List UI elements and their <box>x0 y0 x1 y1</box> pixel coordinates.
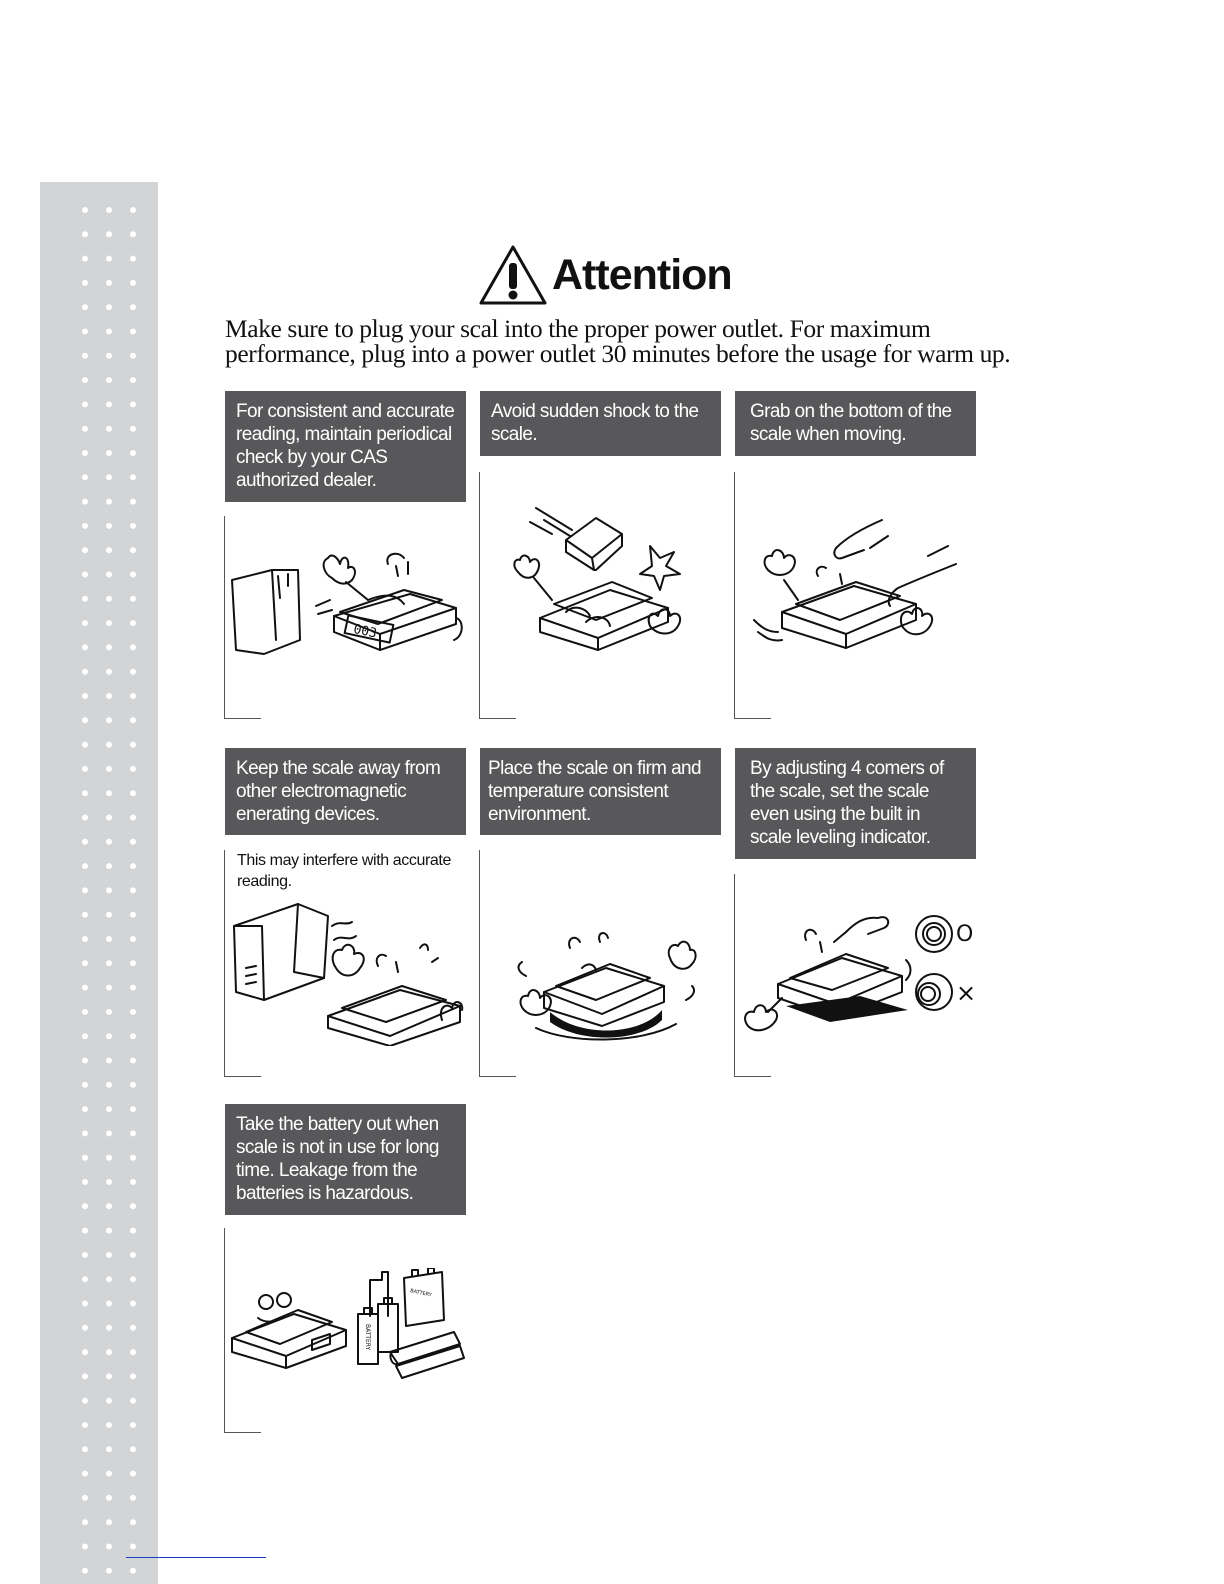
decorative-dot <box>106 1446 112 1452</box>
decorative-dot <box>130 1155 136 1161</box>
decorative-dot <box>130 1325 136 1331</box>
decorative-dot <box>130 985 136 991</box>
decorative-dot <box>130 1373 136 1379</box>
decorative-dot <box>106 1398 112 1404</box>
decorative-dot <box>130 1082 136 1088</box>
decorative-dot <box>82 231 88 237</box>
decorative-dot <box>82 1130 88 1136</box>
firm-surface-illustration <box>510 920 700 1045</box>
electromagnetic-illustration <box>228 896 468 1046</box>
decorative-dot <box>130 256 136 262</box>
tip-box-moving: Grab on the bottom of the scale when moving. <box>735 391 976 456</box>
decorative-dot <box>82 1033 88 1039</box>
decorative-dot <box>106 231 112 237</box>
decorative-dot <box>82 426 88 432</box>
decorative-dot <box>130 644 136 650</box>
decorative-dot <box>130 1398 136 1404</box>
decorative-dot <box>106 1568 112 1574</box>
decorative-dot <box>82 329 88 335</box>
decorative-dot <box>82 1058 88 1064</box>
decorative-dot <box>82 1179 88 1185</box>
decorative-dot <box>106 985 112 991</box>
decorative-dot <box>106 936 112 942</box>
decorative-dot <box>82 1446 88 1452</box>
decorative-dot <box>130 669 136 675</box>
decorative-dot <box>130 572 136 578</box>
decorative-dot <box>82 280 88 286</box>
decorative-dot <box>82 474 88 480</box>
decorative-dot <box>106 693 112 699</box>
decorative-dot <box>130 1349 136 1355</box>
decorative-dot <box>82 790 88 796</box>
decorative-dot <box>106 1228 112 1234</box>
decorative-dot <box>130 474 136 480</box>
decorative-dot <box>82 1471 88 1477</box>
decorative-dot <box>130 863 136 869</box>
decorative-dot <box>106 304 112 310</box>
decorative-dot <box>82 1203 88 1209</box>
page-title <box>478 244 732 306</box>
decorative-dot <box>82 887 88 893</box>
title-text: Attention <box>552 250 732 299</box>
tip-box-battery: Take the battery out when scale is not in use for long time. Leakage from the batteries is hazardous. <box>225 1104 466 1215</box>
decorative-dot <box>82 547 88 553</box>
decorative-dot <box>82 1422 88 1428</box>
decorative-dot <box>106 790 112 796</box>
decorative-dot <box>82 620 88 626</box>
decorative-dot <box>106 1058 112 1064</box>
decorative-dot <box>82 499 88 505</box>
decorative-dot <box>130 401 136 407</box>
decorative-dot <box>106 572 112 578</box>
decorative-dot <box>130 596 136 602</box>
decorative-dot <box>106 960 112 966</box>
decorative-dot <box>106 815 112 821</box>
decorative-dot <box>82 1519 88 1525</box>
decorative-dot <box>82 960 88 966</box>
decorative-dot <box>106 1373 112 1379</box>
decorative-dot <box>130 1058 136 1064</box>
decorative-dot <box>82 523 88 529</box>
decorative-dot <box>130 1228 136 1234</box>
decorative-dot <box>130 742 136 748</box>
shock-illustration <box>500 500 700 660</box>
decorative-dot <box>106 1009 112 1015</box>
decorative-dot <box>130 620 136 626</box>
decorative-dot <box>130 1568 136 1574</box>
decorative-dot <box>106 329 112 335</box>
decorative-dot <box>130 1252 136 1258</box>
decorative-dot <box>106 353 112 359</box>
decorative-dot <box>130 377 136 383</box>
level-ok-mark: O <box>956 922 974 947</box>
decorative-dot <box>106 377 112 383</box>
decorative-dot <box>106 717 112 723</box>
decorative-dot <box>130 839 136 845</box>
decorative-dot <box>106 1519 112 1525</box>
decorative-dot <box>82 1301 88 1307</box>
decorative-dot <box>130 450 136 456</box>
decorative-dot <box>82 693 88 699</box>
decorative-dot <box>82 1155 88 1161</box>
decorative-dot <box>106 912 112 918</box>
tip-box-maintenance: For consistent and accurate reading, maintain periodical check by your CAS authorized dealer. <box>225 391 466 502</box>
decorative-dot <box>106 1495 112 1501</box>
side-decoration-strip <box>40 182 158 1584</box>
decorative-dot <box>82 1398 88 1404</box>
decorative-dot <box>106 1155 112 1161</box>
decorative-dot <box>106 207 112 213</box>
moving-illustration <box>752 516 962 666</box>
decorative-dot <box>82 1325 88 1331</box>
decorative-dot <box>82 815 88 821</box>
tip-box-shock: Avoid sudden shock to the scale. <box>480 391 721 456</box>
decorative-dot <box>106 644 112 650</box>
dot-pattern <box>40 182 158 1584</box>
decorative-dot <box>106 766 112 772</box>
decorative-dot <box>130 353 136 359</box>
decorative-dot <box>82 1373 88 1379</box>
decorative-dot <box>130 936 136 942</box>
decorative-dot <box>82 936 88 942</box>
decorative-dot <box>82 839 88 845</box>
scale-dealer-illustration <box>228 540 468 670</box>
tip-box-firm-surface: Place the scale on firm and temperature consistent environment. <box>480 748 721 835</box>
tip-box-leveling: By adjusting 4 comers of the scale, set the scale even using the built in scale leveling indicator. <box>735 748 976 859</box>
decorative-dot <box>106 523 112 529</box>
decorative-dot <box>130 1471 136 1477</box>
decorative-dot <box>130 960 136 966</box>
decorative-dot <box>82 1495 88 1501</box>
decorative-dot <box>130 912 136 918</box>
decorative-dot <box>82 669 88 675</box>
decorative-dot <box>82 207 88 213</box>
decorative-dot <box>82 742 88 748</box>
decorative-dot <box>82 596 88 602</box>
decorative-dot <box>82 304 88 310</box>
battery-label: BATTERY <box>409 1288 433 1299</box>
decorative-dot <box>106 1203 112 1209</box>
decorative-dot <box>82 377 88 383</box>
battery-label: BATTERY <box>364 1324 371 1351</box>
decorative-dot <box>106 1033 112 1039</box>
decorative-dot <box>82 1349 88 1355</box>
decorative-dot <box>106 596 112 602</box>
decorative-dot <box>106 1106 112 1112</box>
warning-triangle-icon <box>478 244 548 306</box>
decorative-dot <box>130 1130 136 1136</box>
decorative-dot <box>106 1471 112 1477</box>
decorative-dot <box>106 280 112 286</box>
decorative-dot <box>130 1033 136 1039</box>
decorative-dot <box>130 547 136 553</box>
decorative-dot <box>130 1276 136 1282</box>
decorative-dot <box>106 450 112 456</box>
decorative-dot <box>82 1082 88 1088</box>
decorative-dot <box>130 1301 136 1307</box>
decorative-dot <box>82 766 88 772</box>
decorative-dot <box>106 1422 112 1428</box>
decorative-dot <box>82 1252 88 1258</box>
decorative-dot <box>130 790 136 796</box>
decorative-dot <box>82 1106 88 1112</box>
decorative-dot <box>106 256 112 262</box>
decorative-dot <box>106 1252 112 1258</box>
display-reading: 003 <box>352 621 379 642</box>
decorative-dot <box>82 644 88 650</box>
intro-paragraph <box>225 314 1011 368</box>
decorative-dot <box>130 1106 136 1112</box>
decorative-dot <box>130 1422 136 1428</box>
level-bad-mark: × <box>956 979 977 1007</box>
decorative-dot <box>82 1276 88 1282</box>
decorative-dot <box>106 669 112 675</box>
decorative-dot <box>130 815 136 821</box>
decorative-dot <box>130 207 136 213</box>
decorative-dot <box>106 426 112 432</box>
decorative-dot <box>106 547 112 553</box>
decorative-dot <box>106 1301 112 1307</box>
decorative-dot <box>130 887 136 893</box>
decorative-dot <box>82 863 88 869</box>
decorative-dot <box>130 1519 136 1525</box>
decorative-dot <box>106 1325 112 1331</box>
decorative-dot <box>82 401 88 407</box>
decorative-dot <box>106 742 112 748</box>
intro-line-2: performance, plug into a power outlet 30 minutes before the usage for warm up. <box>225 339 1011 368</box>
intro-line-1: Make sure to plug your scal into the proper power outlet. For maximum <box>225 314 931 343</box>
decorative-dot <box>82 717 88 723</box>
decorative-dot <box>130 1446 136 1452</box>
decorative-dot <box>130 523 136 529</box>
decorative-dot <box>106 499 112 505</box>
decorative-dot <box>82 912 88 918</box>
decorative-dot <box>106 863 112 869</box>
decorative-dot <box>106 1276 112 1282</box>
decorative-dot <box>130 693 136 699</box>
decorative-dot <box>82 256 88 262</box>
decorative-dot <box>82 572 88 578</box>
decorative-dot <box>130 1495 136 1501</box>
footer-link-line <box>126 1557 266 1558</box>
interference-note: This may interfere with accurate reading. <box>237 852 451 890</box>
decorative-dot <box>106 1179 112 1185</box>
decorative-dot <box>130 1203 136 1209</box>
decorative-dot <box>82 1228 88 1234</box>
tip-box-electromagnetic: Keep the scale away from other electromagnetic enerating devices. <box>225 748 466 835</box>
decorative-dot <box>106 1544 112 1550</box>
decorative-dot <box>130 304 136 310</box>
decorative-dot <box>130 1009 136 1015</box>
decorative-dot <box>106 839 112 845</box>
decorative-dot <box>130 426 136 432</box>
decorative-dot <box>82 1568 88 1574</box>
decorative-dot <box>106 1082 112 1088</box>
decorative-dot <box>130 717 136 723</box>
decorative-dot <box>130 499 136 505</box>
decorative-dot <box>130 1179 136 1185</box>
decorative-dot <box>106 1349 112 1355</box>
decorative-dot <box>130 766 136 772</box>
decorative-dot <box>106 887 112 893</box>
decorative-dot <box>82 1544 88 1550</box>
decorative-dot <box>130 231 136 237</box>
decorative-dot <box>130 1544 136 1550</box>
decorative-dot <box>106 474 112 480</box>
decorative-dot <box>130 280 136 286</box>
decorative-dot <box>82 450 88 456</box>
decorative-dot <box>82 1009 88 1015</box>
decorative-dot <box>82 985 88 991</box>
decorative-dot <box>106 1130 112 1136</box>
battery-illustration <box>228 1268 468 1380</box>
decorative-dot <box>130 329 136 335</box>
decorative-dot <box>82 353 88 359</box>
decorative-dot <box>106 401 112 407</box>
leveling-illustration <box>738 906 978 1046</box>
decorative-dot <box>106 620 112 626</box>
